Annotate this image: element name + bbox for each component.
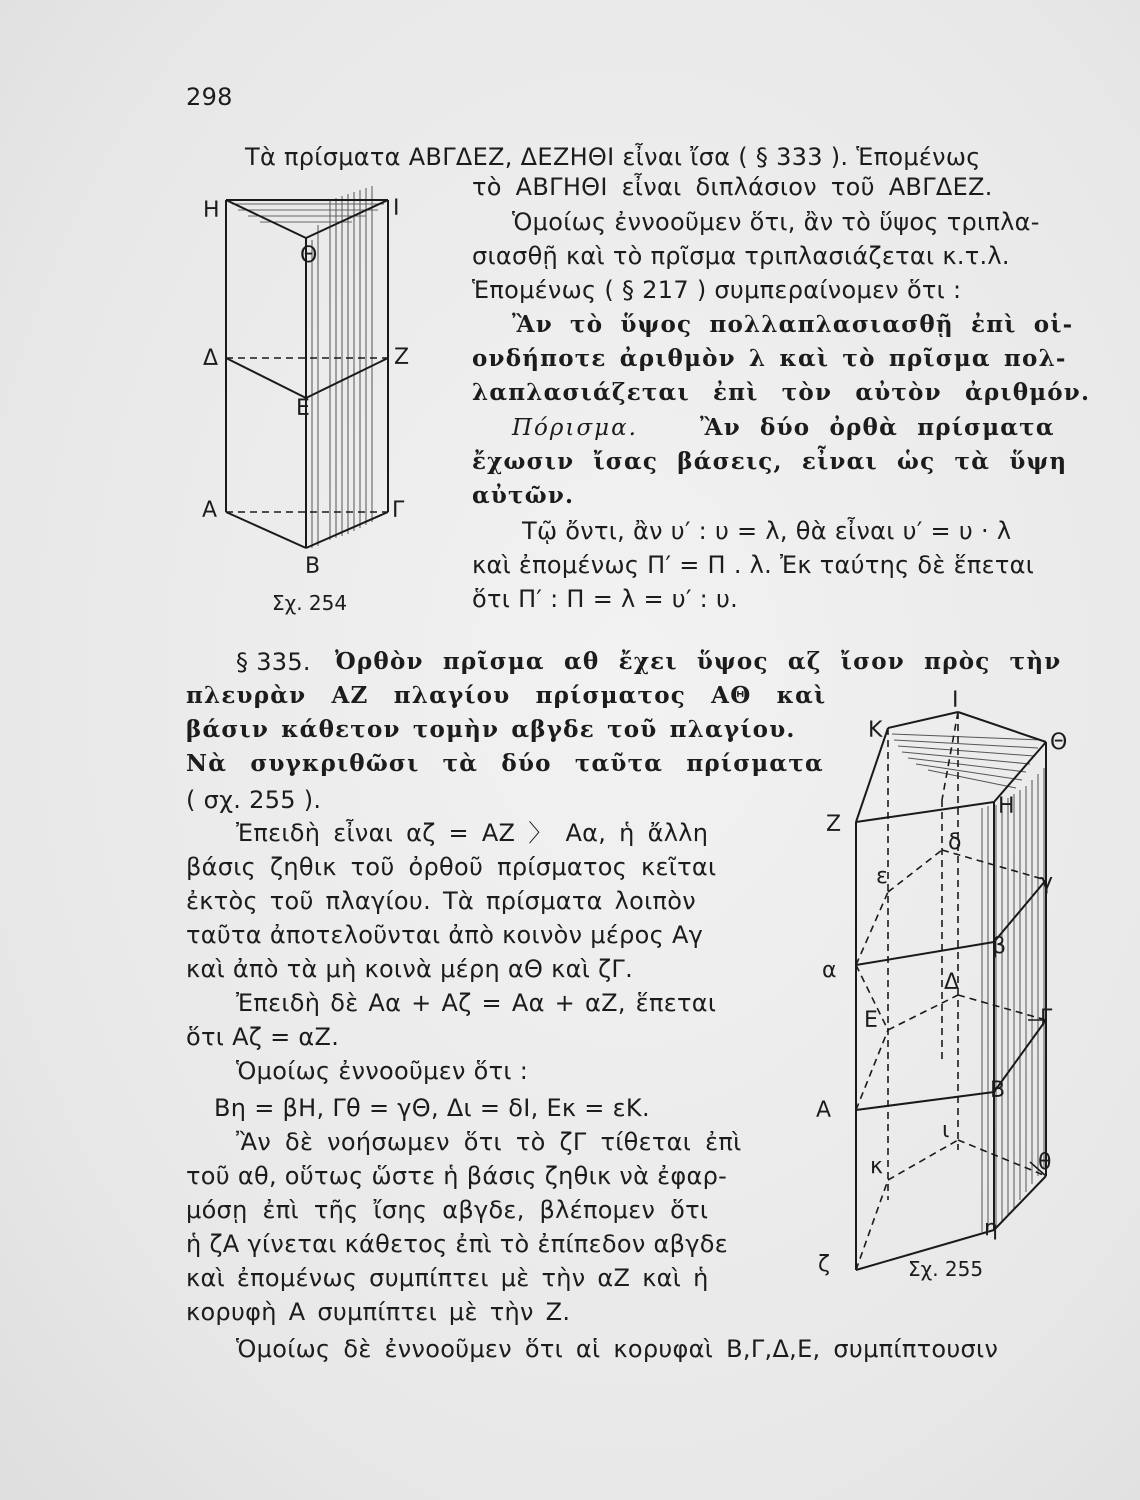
text-line: ἡ ζΑ γίνεται κάθετος ἐπὶ τὸ ἐπίπεδον αβγδε: [186, 1230, 729, 1258]
figure-254-label: Α: [202, 498, 218, 523]
figure-255-label: θ: [1038, 1150, 1052, 1175]
problem-line: βάσιν κάθετον τομὴν αβγδε τοῦ πλαγίου.: [186, 716, 796, 743]
figure-255-label: Ζ: [826, 812, 842, 837]
section-number: § 335.: [236, 648, 311, 676]
text-line: Τὰ πρίσματα ΑΒΓΔΕΖ, ΔΕΖΗΘΙ εἶναι ἴσα ( § 333 ). Ἑπομένως: [245, 143, 981, 171]
text-line: Ὁμοίως δὲ ἐννοοῦμεν ὅτι αἱ κορυφαὶ Β,Γ,Δ,Ε, συμπίπτουσιν: [236, 1335, 999, 1363]
figure-255-label: β: [992, 934, 1007, 959]
page-number: 298: [186, 83, 233, 111]
text-line: Τῷ ὄντι, ἂν υ′ : υ = λ, θὰ εἶναι υ′ = υ · λ: [522, 517, 1012, 545]
figure-254-label: Γ: [392, 498, 405, 523]
text-line: τοῦ αθ, οὕτως ὥστε ἡ βάσις ζηθικ νὰ ἐφαρ-: [186, 1162, 728, 1190]
text-line: ὅτι Π′ : Π = λ = υ′ : υ.: [472, 585, 739, 613]
figure-254-caption: Σχ. 254: [272, 591, 348, 615]
text-line: κορυφὴ Α συμπίπτει μὲ τὴν Ζ.: [186, 1298, 571, 1326]
text-line: βάσις ζηθικ τοῦ ὀρθοῦ πρίσματος κεῖται: [186, 853, 717, 881]
porisma-line: αὐτῶν.: [472, 482, 575, 509]
figure-255-label: γ: [1040, 870, 1054, 895]
text-line: Ἑπομένως ( § 217 ) συμπεραίνομεν ὅτι :: [472, 276, 962, 304]
problem-line: πλευρὰν ΑΖ πλαγίου πρίσματος ΑΘ καὶ: [186, 682, 827, 709]
figure-254-label: Θ: [300, 243, 318, 268]
porisma-line: Ἂν δύο ὀρθὰ πρίσματα: [700, 414, 1055, 441]
text-line: καὶ ἀπὸ τὰ μὴ κοινὰ μέρη αΘ καὶ ζΓ.: [186, 955, 634, 983]
figure-254-label: Β: [305, 554, 321, 579]
figure-255-caption: Σχ. 255: [908, 1257, 984, 1281]
porisma-label: Πόρισμα.: [512, 415, 638, 441]
text-line: ἐκτὸς τοῦ πλαγίου. Τὰ πρίσματα λοιπὸν: [186, 887, 696, 915]
text-line: Βη = βΗ, Γθ = γΘ, Δι = δΙ, Εκ = εΚ.: [214, 1094, 650, 1122]
text-line: σιασθῇ καὶ τὸ πρῖσμα τριπλασιάζεται κ.τ.λ.: [472, 242, 1010, 270]
problem-line: Ὀρθὸν πρῖσμα αθ ἔχει ὕψος αζ ἴσον πρὸς τὴν: [335, 648, 1062, 675]
figure-255-label: Η: [998, 794, 1015, 819]
text-line: ταῦτα ἀποτελοῦνται ἀπὸ κοινὸν μέρος Αγ: [186, 921, 704, 949]
figure-255-label: Ι: [952, 688, 959, 713]
theorem-line: Ἂν τὸ ὕψος πολλαπλασιασθῇ ἐπὶ οἱ-: [512, 311, 1074, 338]
figure-254-label: Η: [203, 198, 220, 223]
figure-255-label: ζ: [818, 1252, 830, 1277]
text-line: Ἐπειδὴ εἶναι αζ = ΑΖ 〉 Αα, ἡ ἄλλη: [236, 819, 709, 847]
figure-255-label: Γ: [1040, 1006, 1053, 1031]
figure-255-label: Β: [990, 1078, 1006, 1103]
theorem-line: ονδήποτε ἀριθμὸν λ καὶ τὸ πρῖσμα πολ-: [472, 345, 1067, 372]
figure-254-label: Ζ: [394, 345, 410, 370]
figure-255-label: α: [822, 958, 837, 983]
text-line: Ἂν δὲ νοήσωμεν ὅτι τὸ ζΓ τίθεται ἐπὶ: [236, 1128, 742, 1156]
text-line: Ἐπειδὴ δὲ Αα + Αζ = Αα + αΖ, ἕπεται: [236, 989, 717, 1017]
figure-254-label: Δ: [203, 346, 219, 371]
problem-line: Νὰ συγκριθῶσι τὰ δύο ταῦτα πρίσματα: [186, 750, 824, 777]
figure-255-label: Ε: [864, 1008, 878, 1033]
figure-255-label: η: [984, 1216, 998, 1241]
theorem-line: λαπλασιάζεται ἐπὶ τὸν αὐτὸν ἀριθμόν.: [472, 379, 1091, 406]
figure-254-label: Ε: [296, 396, 310, 421]
figure-254-label: Ι: [393, 196, 400, 221]
text-line: καὶ ἐπομένως Π′ = Π . λ. Ἐκ ταύτης δὲ ἕπεται: [472, 551, 1035, 579]
figure-255-label: Θ: [1050, 730, 1068, 755]
figure-255-label: Δ: [944, 970, 960, 995]
text-line: Ὁμοίως ἐννοοῦμεν ὅτι :: [236, 1057, 529, 1085]
figure-reference: ( σχ. 255 ).: [186, 786, 322, 814]
figure-255-label: δ: [948, 830, 962, 855]
text-line: ὅτι Αζ = αΖ.: [186, 1023, 340, 1051]
figure-255-label: Α: [816, 1098, 832, 1123]
text-line: τὸ ΑΒΓΗΘΙ εἶναι διπλάσιον τοῦ ΑΒΓΔΕΖ.: [472, 173, 993, 201]
text-line: μόσῃ ἐπὶ τῆς ἴσης αβγδε, βλέπομεν ὅτι: [186, 1196, 709, 1224]
text-line: καὶ ἐπομένως συμπίπτει μὲ τὴν αΖ καὶ ἡ: [186, 1264, 709, 1292]
figure-255-label: ε: [876, 864, 888, 889]
porisma-line: ἔχωσιν ἴσας βάσεις, εἶναι ὡς τὰ ὕψη: [472, 448, 1068, 475]
figure-255-label: Κ: [868, 718, 883, 743]
text-line: Ὁμοίως ἐννοοῦμεν ὅτι, ἂν τὸ ὕψος τριπλα-: [512, 208, 1040, 236]
figure-255-label: κ: [870, 1154, 883, 1179]
figure-255-label: ι: [942, 1118, 950, 1143]
